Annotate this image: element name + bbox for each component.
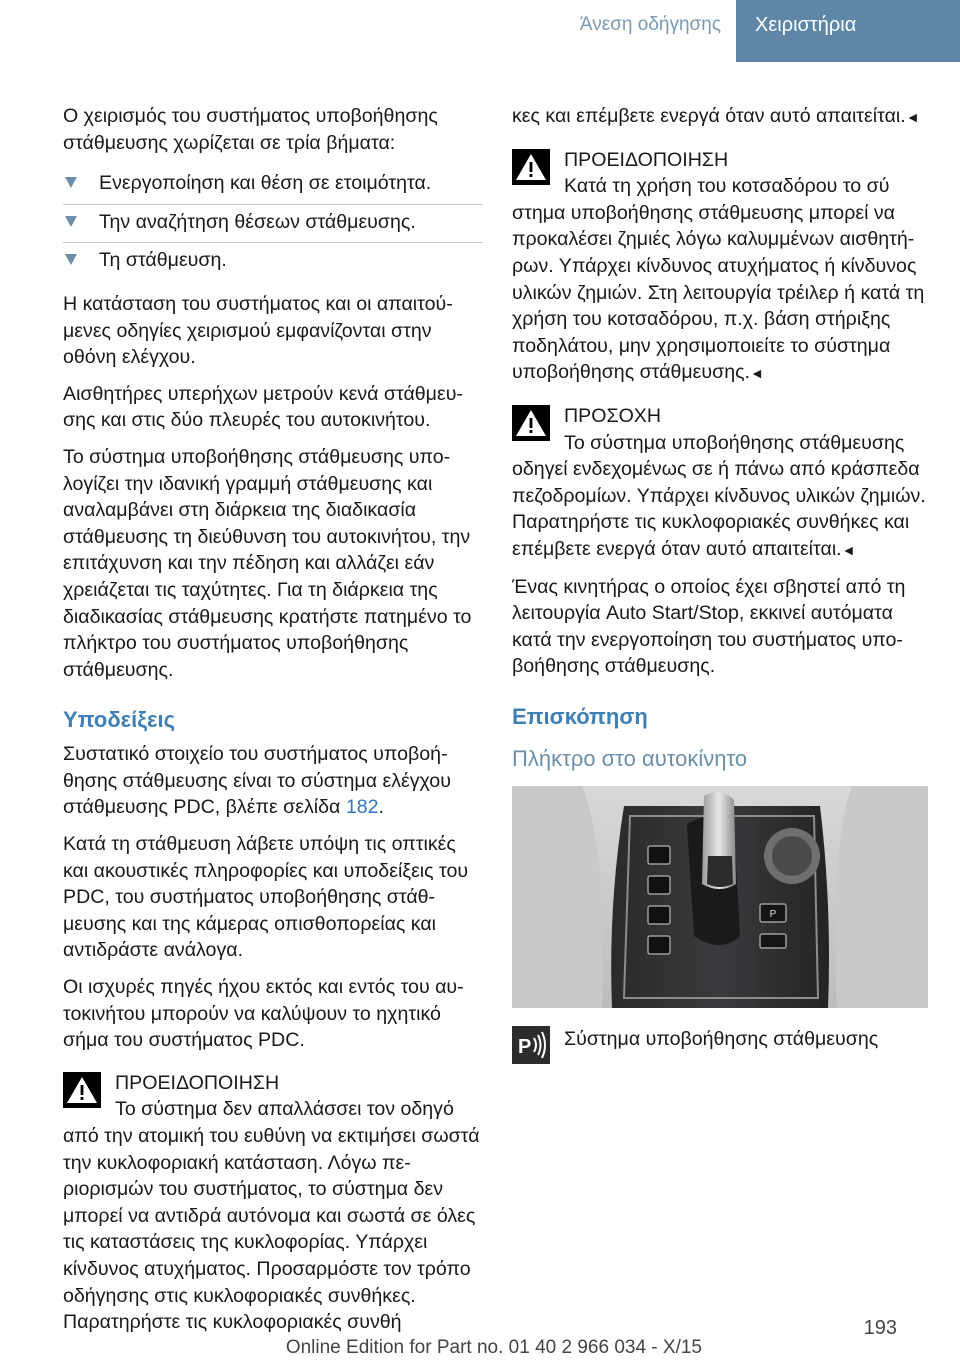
warning-title: ΠΡΟΕΙΔΟΠΟΙΗΣΗ xyxy=(564,148,729,171)
pdc-paragraph xyxy=(63,741,483,821)
warning-icon xyxy=(512,149,550,185)
warning-title: ΠΡΟΕΙΔΟΠΟΙΗΣΗ xyxy=(115,1071,280,1094)
list-item-text: Την αναζήτηση θέσεων στάθμευσης. xyxy=(99,210,416,233)
end-marker: ◄ xyxy=(905,109,920,125)
warning-first-line: Το σύστημα δεν απαλλάσσει τον οδηγό xyxy=(115,1098,454,1121)
bullet-triangle-icon xyxy=(65,216,77,227)
warning-block xyxy=(63,1070,483,1336)
pdc-text-end: . xyxy=(378,796,384,819)
status-paragraph: Η κατάσταση του συστήματος και οι απαιτούμενες οδηγίες χειρισμού εμφανίζονται στην οθόνη ελέγχου. xyxy=(63,292,453,369)
chapter-tab: Χειριστήρια xyxy=(736,0,960,62)
page-link[interactable]: 182 xyxy=(345,796,379,819)
list-item xyxy=(63,243,483,281)
caution-text: οδηγεί ενδεχομένως σε ή πάνω από κράσπεδα πεζοδρομίων. Υπάρχει κίνδυνος υλικών ζημιών. Παρατηρήστε τις κυκλοφοριακές συνθήκες και επέμβετε ενεργά όταν αυτό απαιτείται. xyxy=(512,458,926,560)
end-marker: ◄ xyxy=(841,541,856,558)
center-console-photo xyxy=(512,786,928,1008)
overview-heading: Επισκόπηση xyxy=(512,703,648,729)
list-item xyxy=(63,166,483,205)
continuation-text: κες και επέμβετε ενεργά όταν αυτό απαιτείται. xyxy=(512,105,906,127)
list-item xyxy=(63,205,483,244)
svg-text:P: P xyxy=(769,908,777,920)
end-marker: ◄ xyxy=(750,365,764,382)
caution-block xyxy=(512,403,930,564)
warning-text: από την ατομική του ευθύνη να εκτιμήσει σωστά την κυκλοφοριακή κατάσταση. Λόγω περιορισμών του συστήματος, το σύστημα δεν μπορεί να αντιδρά αυτόνομα και σωστά σε όλες τις καταστάσεις της κυκλοφορίας. Υπάρχει κίνδυνος ατυχήματος. Προσαρμόστε τον τρόπο οδήγησης στις κυκλοφοριακές συνθήκες. Παρατηρήστε τις κυκλοφοριακές συνθή xyxy=(63,1125,480,1334)
warning-text: στημα υποβοήθησης στάθμευσης μπορεί να προκαλέσει ζημιές λόγω καλυμμένων αισθητήρων. Υπάρχει κίνδυνος ατυχήματος ή κίνδυνος υλικών ζημιών. Στη λειτουργία τρέιλερ ή κατά τη χρήση του κοτσαδόρου, π.χ. βάση στήριξης ποδηλάτου, μην χρησιμοποιείτε το σύστημα υποβοήθησης στάθμευσης. xyxy=(512,201,925,384)
list-item-text: Τη στάθμευση. xyxy=(99,249,227,272)
caution-title: ΠΡΟΣΟΧΗ xyxy=(564,404,662,427)
sensors-paragraph: Αισθητήρες υπερήχων μετρούν κενά στάθμευσης και στις δύο πλευρές του αυτοκινήτου. xyxy=(63,382,463,432)
steps-list xyxy=(63,166,483,281)
warning-block-trailer xyxy=(512,147,930,387)
warning-icon xyxy=(63,1072,101,1108)
page-footer xyxy=(0,1300,960,1362)
svg-text:P: P xyxy=(518,1035,532,1058)
page-header xyxy=(0,0,960,62)
pdc-text: Συστατικό στοιχείο του συστήματος υποβοήθησης στάθμευσης είναι το σύστημα ελέγχου στάθμευσης PDC, βλέπε σελίδα xyxy=(63,743,451,819)
button-subheading: Πλήκτρο στο αυτοκίνητο xyxy=(512,745,748,771)
warning-first-line: Κατά τη χρήση του κοτσαδόρου το σύ xyxy=(564,175,890,198)
hints-heading: Υποδείξεις xyxy=(63,707,176,733)
console-illustration xyxy=(512,786,928,1008)
caption-text: Σύστημα υποβοήθησης στάθμευσης xyxy=(564,1027,879,1050)
edition-note: Online Edition for Part no. 01 40 2 966 034 - X/15 xyxy=(285,1337,702,1358)
right-column xyxy=(512,103,930,1066)
calculation-paragraph: Το σύστημα υποβοήθησης στάθμευσης υπολογίζει την ιδανική γραμμή στάθμευσης και αναλαμβάνει στη διάρκεια της διαδικασία στάθμευσης τη διεύθυνση του αυτοκινήτου, την επιτάχυνση και την πέδηση και αλλάζει εάν χρειάζεται τις ταχύτητες. Για τη διάρκεια της διαδικασίας στάθμευσης κρατήστε πατημένο το πλήκτρο του συστήματος υποβοήθησης στάθμευσης. xyxy=(63,445,472,681)
left-column xyxy=(63,103,483,1346)
warning-continuation xyxy=(512,103,930,131)
park-assist-icon xyxy=(512,1026,550,1064)
bullet-triangle-icon xyxy=(65,177,77,188)
figure-caption xyxy=(512,1026,930,1066)
noise-paragraph: Οι ισχυρές πηγές ήχου εκτός και εντός του αυτοκινήτου μπορούν να καλύψουν το ηχητικό σήμα του συστήματος PDC. xyxy=(63,976,464,1052)
page-number: 193 xyxy=(863,1317,897,1339)
section-title: Άνεση οδήγησης xyxy=(579,14,721,35)
intro-paragraph: Ο χειρισμός του συστήματος υποβοήθησης στάθμευσης χωρίζεται σε τρία βήματα: xyxy=(63,105,438,154)
list-item-text: Ενεργοποίηση και θέση σε ετοιμότητα. xyxy=(99,172,432,195)
caution-first-line: Το σύστημα υποβοήθησης στάθμευσης xyxy=(564,431,905,454)
parking-info-paragraph: Κατά τη στάθμευση λάβετε υπόψη τις οπτικές και ακουστικές πληροφορίες και υποδείξεις του PDC, του συστήματος υποβοήθησης στάθμευσης και της κάμερας οπισθοπορείας και αντιδράστε ανάλογα. xyxy=(63,833,469,962)
caution-icon xyxy=(512,405,550,441)
bullet-triangle-icon xyxy=(65,254,77,265)
auto-start-stop-paragraph: Ένας κινητήρας ο οποίος έχει σβηστεί από τη λειτουργία Auto Start/Stop, εκκινεί αυτόματα κατά την ενεργοποίηση του συστήματος υποβοήθησης στάθμευσης. xyxy=(512,575,906,678)
